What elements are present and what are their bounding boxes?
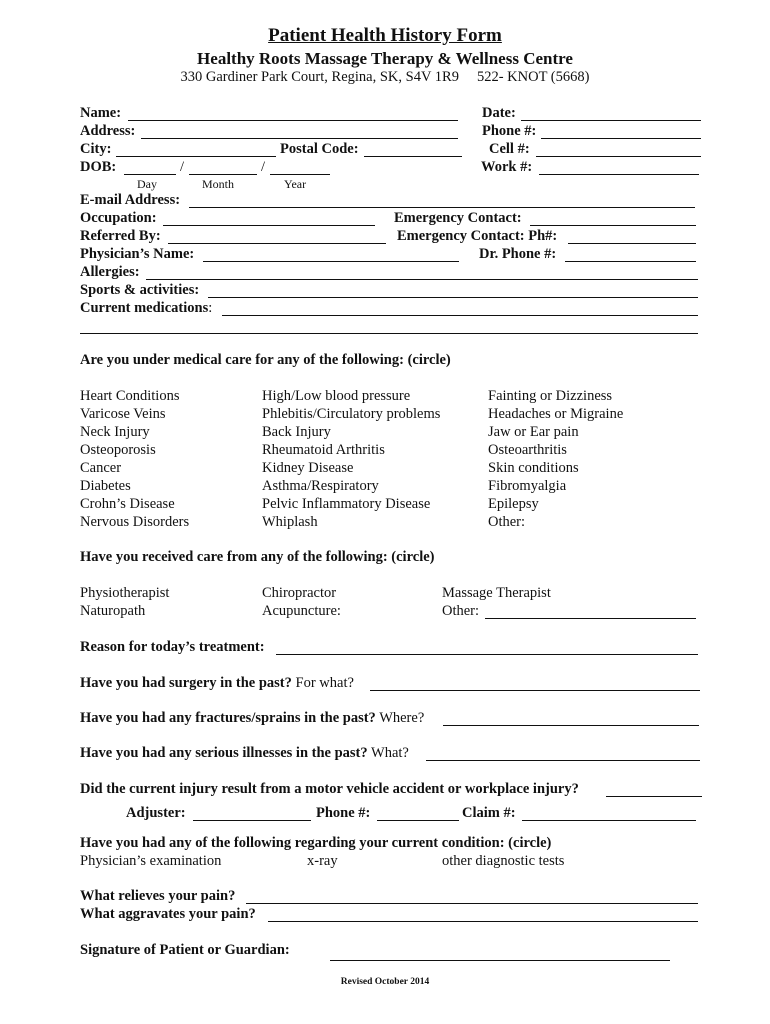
condition-option[interactable]: Pelvic Inflammatory Disease (262, 496, 431, 512)
referred-by-field[interactable] (168, 243, 386, 244)
revision-note: Revised October 2014 (340, 977, 430, 987)
aggravates-label: What aggravates your pain? (80, 906, 256, 922)
name-field[interactable] (128, 120, 458, 121)
condition-option[interactable]: Fibromyalgia (488, 478, 567, 494)
condition-option[interactable]: Diabetes (80, 478, 131, 494)
dob-slash: / (261, 159, 266, 175)
provider-option[interactable]: Massage Therapist (442, 585, 551, 601)
condition-option[interactable]: Osteoporosis (80, 442, 156, 458)
condition-option[interactable]: Headaches or Migraine (488, 406, 624, 422)
physician-name-label: Physician’s Name: (80, 246, 195, 262)
fractures-question-rest: Where? (379, 710, 425, 726)
signature-label: Signature of Patient or Guardian: (80, 942, 290, 958)
dob-day-caption: Day (137, 177, 157, 191)
phone-label: Phone #: (482, 123, 537, 139)
clinic-name: Healthy Roots Massage Therapy & Wellness Centre (197, 49, 573, 68)
city-label: City: (80, 141, 112, 157)
condition-option[interactable]: Osteoarthritis (488, 442, 567, 458)
dob-day-field[interactable] (124, 174, 176, 175)
surgery-question (80, 676, 354, 691)
adjuster-field[interactable] (193, 820, 311, 821)
condition-option[interactable]: Skin conditions (488, 460, 579, 476)
allergies-field[interactable] (146, 279, 698, 280)
clinic-phone: 522- KNOT (5668) (476, 69, 590, 85)
postal-code-label: Postal Code: (280, 141, 359, 157)
fractures-question-bold: Have you had any fractures/sprains in the past? (80, 710, 376, 726)
condition-option[interactable]: Back Injury (262, 424, 331, 440)
accident-field[interactable] (606, 796, 702, 797)
occupation-label: Occupation: (80, 210, 157, 226)
medications-field[interactable] (222, 315, 698, 316)
adjuster-phone-label: Phone #: (316, 805, 371, 821)
illness-question-bold: Have you had any serious illnesses in the past? (80, 745, 368, 761)
medications-field-line-2[interactable] (80, 333, 698, 334)
condition-option[interactable]: Other: (488, 514, 526, 530)
dob-month-field[interactable] (189, 174, 257, 175)
emergency-phone-field[interactable] (568, 243, 696, 244)
accident-question: Did the current injury result from a motor vehicle accident or workplace injury? (80, 781, 579, 797)
referred-by-label: Referred By: (80, 228, 161, 244)
address-field[interactable] (141, 138, 458, 139)
condition-option[interactable]: Phlebitis/Circulatory problems (262, 406, 441, 422)
illness-question (80, 746, 409, 761)
emergency-contact-field[interactable] (530, 225, 696, 226)
dob-label: DOB: (80, 159, 117, 175)
dob-month-caption: Month (202, 177, 235, 191)
address-label: Address: (80, 123, 136, 139)
adjuster-phone-field[interactable] (377, 820, 459, 821)
date-field[interactable] (521, 120, 701, 121)
dob-year-field[interactable] (270, 174, 330, 175)
condition-option[interactable]: Varicose Veins (80, 406, 166, 422)
fractures-question (80, 711, 424, 726)
condition-option[interactable]: Kidney Disease (262, 460, 354, 476)
reason-label: Reason for today’s treatment: (80, 639, 265, 655)
clinic-contact (0, 70, 770, 85)
condition-option[interactable]: Crohn’s Disease (80, 496, 175, 512)
adjuster-label: Adjuster: (126, 805, 186, 821)
condition-option[interactable]: Neck Injury (80, 424, 150, 440)
condition-option[interactable]: Epilepsy (488, 496, 539, 512)
city-field[interactable] (116, 156, 276, 157)
relieves-field[interactable] (246, 903, 698, 904)
claim-field[interactable] (522, 820, 696, 821)
cell-field[interactable] (536, 156, 701, 157)
cell-label: Cell #: (489, 141, 530, 157)
work-label: Work #: (481, 159, 533, 175)
reason-field[interactable] (276, 654, 698, 655)
provider-other-field[interactable] (485, 618, 696, 619)
exam-option[interactable]: x-ray (307, 853, 338, 869)
care-received-question: Have you received care from any of the following: (circle) (80, 549, 435, 565)
email-field[interactable] (189, 207, 695, 208)
condition-option[interactable]: Asthma/Respiratory (262, 478, 379, 494)
sports-field[interactable] (208, 297, 698, 298)
emergency-contact-label: Emergency Contact: (394, 210, 522, 226)
provider-option[interactable]: Naturopath (80, 603, 146, 619)
condition-option[interactable]: Jaw or Ear pain (488, 424, 579, 440)
condition-option[interactable]: Cancer (80, 460, 122, 476)
allergies-label: Allergies: (80, 264, 140, 280)
date-label: Date: (482, 105, 516, 121)
medical-care-question: Are you under medical care for any of the following: (circle) (80, 352, 451, 368)
dr-phone-label: Dr. Phone #: (479, 246, 557, 262)
aggravates-field[interactable] (268, 921, 698, 922)
fractures-field[interactable] (443, 725, 699, 726)
surgery-field[interactable] (370, 690, 700, 691)
relieves-label: What relieves your pain? (80, 888, 236, 904)
provider-option[interactable]: Other: (442, 603, 480, 619)
sports-label: Sports & activities: (80, 282, 200, 298)
provider-option[interactable]: Acupuncture: (262, 603, 341, 619)
illness-question-rest: What? (371, 745, 409, 761)
surgery-question-bold: Have you had surgery in the past? (80, 675, 292, 691)
work-field[interactable] (539, 174, 699, 175)
postal-code-field[interactable] (364, 156, 462, 157)
condition-option[interactable]: High/Low blood pressure (262, 388, 411, 404)
condition-option[interactable]: Rheumatoid Arthritis (262, 442, 385, 458)
physician-name-field[interactable] (203, 261, 459, 262)
medications-label (80, 301, 212, 316)
provider-option[interactable]: Physiotherapist (80, 585, 170, 601)
claim-label: Claim #: (462, 805, 516, 821)
name-label: Name: (80, 105, 122, 121)
condition-option[interactable]: Heart Conditions (80, 388, 180, 404)
clinic-address: 330 Gardiner Park Court, Regina, SK, S4V 1R9 (180, 69, 459, 85)
condition-option[interactable]: Nervous Disorders (80, 514, 190, 530)
dob-year-caption: Year (284, 177, 307, 191)
emergency-phone-label: Emergency Contact: Ph#: (397, 228, 558, 244)
occupation-field[interactable] (163, 225, 375, 226)
condition-option[interactable]: Whiplash (262, 514, 318, 530)
exam-option[interactable]: Physician’s examination (80, 853, 222, 869)
form-title: Patient Health History Form (268, 25, 502, 46)
medications-label-text: Current medications (80, 300, 209, 316)
dob-slash: / (180, 159, 185, 175)
signature-field[interactable] (330, 960, 670, 961)
provider-option[interactable]: Chiropractor (262, 585, 337, 601)
phone-field[interactable] (541, 138, 701, 139)
medications-colon: : (208, 300, 213, 316)
surgery-question-rest: For what? (295, 675, 354, 691)
condition-option[interactable]: Fainting or Dizziness (488, 388, 613, 404)
exam-option[interactable]: other diagnostic tests (442, 853, 565, 869)
dr-phone-field[interactable] (565, 261, 696, 262)
email-label: E-mail Address: (80, 192, 181, 208)
exams-question: Have you had any of the following regarding your current condition: (circle) (80, 835, 552, 851)
illness-field[interactable] (426, 760, 700, 761)
